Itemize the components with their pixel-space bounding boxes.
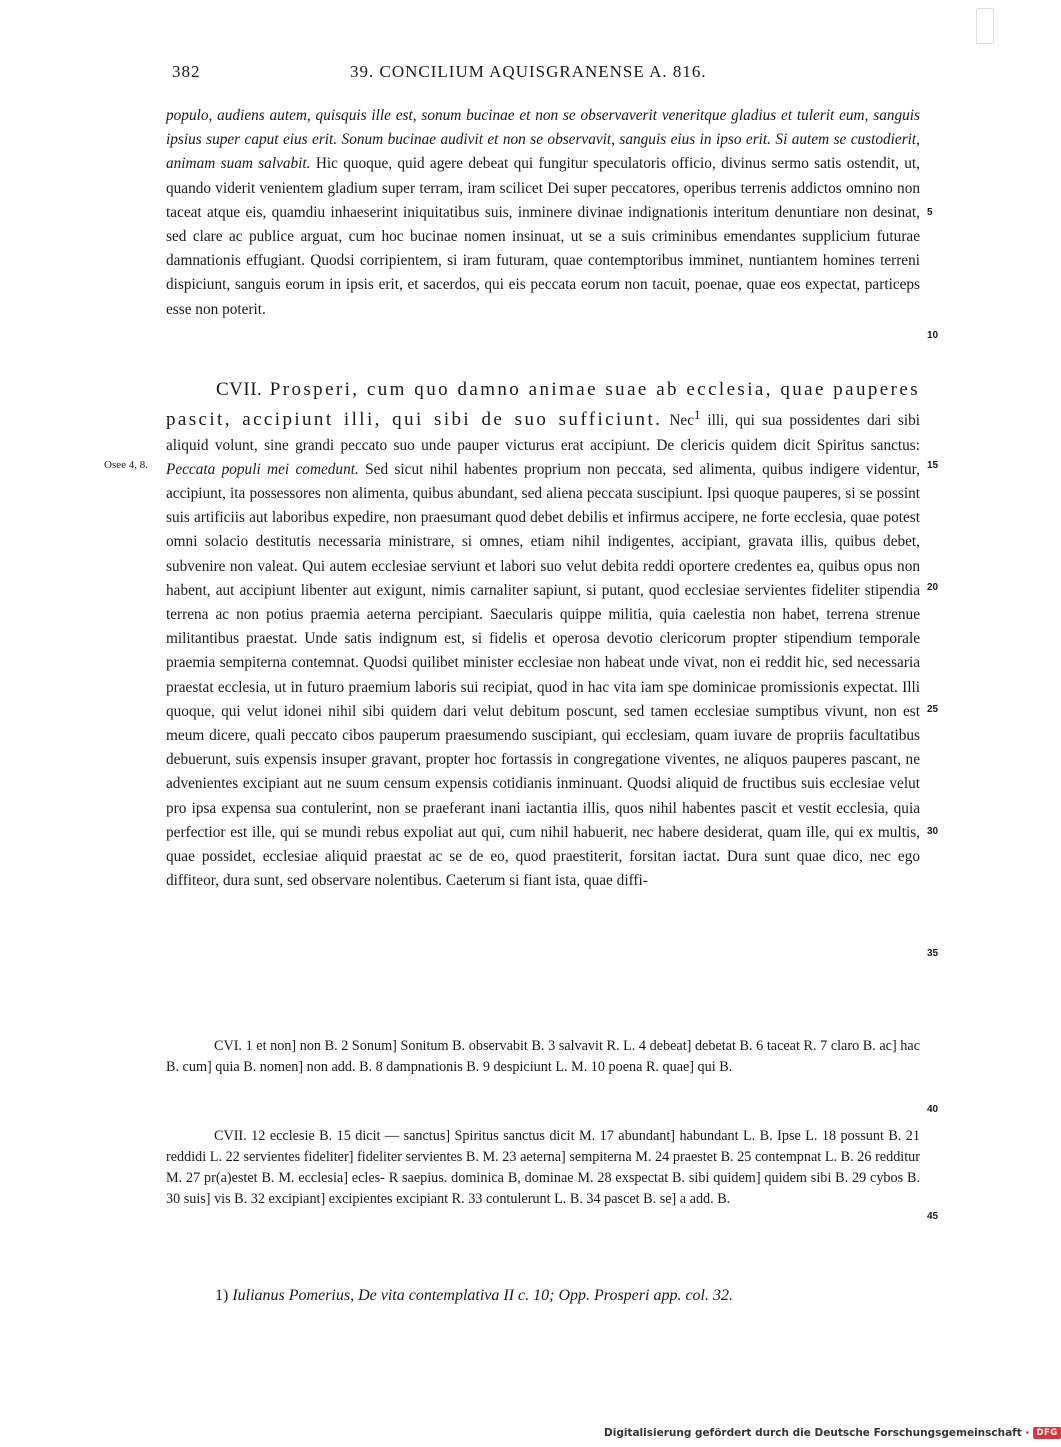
- footnote-number: 1): [215, 1287, 229, 1304]
- apparatus-lead: CVII.: [214, 1128, 247, 1144]
- paragraph-text: illi, qui sua possidentes dari sibi aliquid volunt, sine grandi peccato suo unde pauper victurus erat accipiunt. De clericis quidem dicit Spiritus sanctus:: [166, 412, 920, 454]
- apparatus-cvi: [166, 1036, 920, 1078]
- line-number: 30: [927, 826, 939, 837]
- footnote-marker: 1: [693, 408, 701, 423]
- dfg-credit: [604, 1424, 1061, 1442]
- chapter-numeral: CVII.: [216, 379, 263, 400]
- apparatus-text: 1 et non] non B. 2 Sonum] Sonitum B. observabit B. 3 salvavit R. L. 4 debeat] debetat B. 6 taceat R. 7 claro B. ac] hac B. cum] quia B. nomen] non add. B. 8 dampnationis B. 9 despiciunt L. M. 10 poena R. quae] qui B.: [166, 1038, 920, 1075]
- scripture-quote: populo, audiens autem, quisquis ille est, sonum bucinae et non se observaverit veneritque gladius et tulerit eum, sanguis ipsius super caput eius erit. Sonum bucinae audivit et non se observavit, sanguis eius in ipso erit. Si autem se custodierit, animam suam salvabit.: [166, 107, 920, 173]
- paragraph-text: Hic quoque, quid agere debeat qui fungitur speculatoris officio, divinus sermo satis ostendit, ut, quando viderit venientem gladium super terram, iram scilicet Dei super peccatores, operibus terrenis addictos omnino non taceat atque eis, quamdiu inhaeserint iniquitatibus suis, inminere divinae indignationis interitum denuntiare non desinat, sed clare ac publice arguat, cum hoc bucinae nomen insinuat, ut se a suis criminibus emendantes supplicium futurae damnationis effugiant. Quodsi corripientem, si iram futuram, quae contemptoribus imminet, nuntiantem homines terreni dispiciunt, sanguis eorum in ipsis erit, et sacerdos, qui eis peccata eorum non tacuit, poenae, quae eos expectat, particeps esse non poterit.: [166, 155, 920, 318]
- line-number: 40: [927, 1104, 939, 1115]
- footnote: [215, 1284, 733, 1308]
- scan-corner-mark: [976, 8, 994, 44]
- line-number: 20: [927, 582, 939, 593]
- apparatus-text: 12 ecclesie B. 15 dicit — sanctus] Spiritus sanctus dicit M. 17 abundant] habundant L. B. Ipse L. 18 possunt B. 21 reddidi L. 22 servientes fideliter] fideliter servientes B. M. 23 aeterna] sempiterna M. 24 praestet B. 25 contempnat L. B. 26 redditur M. 27 pr(a)estet B. M. ecclesia] ecles- R saepius. dominica B, dominae M. 28 exspectat B. sibi quidem] quidem sibi B. 29 cybos B. 30 suis] vis B. 32 excipiant] excipientes excipiant R. 33 contulerunt L. B. 34 pascet B. se] a add. B.: [166, 1128, 920, 1207]
- line-number: 25: [927, 704, 939, 715]
- paragraph-cvi-end: [166, 104, 920, 322]
- dfg-credit-text: Digitalisierung gefördert durch die Deutsche Forschungsgemeinschaft ·: [604, 1427, 1030, 1439]
- line-number: 35: [927, 948, 939, 959]
- line-number: 45: [927, 1211, 939, 1222]
- margin-reference: Osee 4, 8.: [104, 459, 148, 471]
- line-number: 10: [927, 330, 939, 341]
- chapter-heading: Prosperi, cum quo damno animae suae ab ecclesia, quae pauperes pascit, accipiunt illi, qui sibi de suo sufficiunt.: [166, 379, 920, 431]
- apparatus-cvii: [166, 1126, 920, 1210]
- paragraph-text: Sed sicut nihil habentes proprium non peccata, sed alimenta, quibus indigere videntur, accipiunt, ita possessores non alimenta, quibus abundant, sed aliena peccata suscipiunt. Ipsi quoque pauperes, si se possint suis artificiis aut laboribus expedire, non praesumant quod debet debilis et infirmus accipere, ne forte ecclesia, quae potest omni solacio destitutis necessaria ministrare, si omnes, etiam nihil indigentes, accipiant, gravata illis, quibus debet, subvenire non valeat. Qui autem ecclesiae serviunt et labori suo velut debita reddi oportere credentes ea, quibus opus non habent, aut accipiunt libenter aut exigunt, nimis carnaliter sapiunt, si putant, quod ecclesiae servientes fideliter stipendia terrena ac non potius praemia aeterna percipiant. Saecularis quippe militia, quia caelestia non habet, terrena strenue militantibus praestat. Unde satis indignum est, si fidelis et operosa devotio clericorum propter stipendium temporale praemia sempiterna contemnat. Quodsi quilibet minister ecclesiae non habeat unde vivat, non ei reddit hic, sed necessaria praestat ecclesia, ut in futuro praemium laboris sui recipiat, quod in hac vita iam spe dominicae promissionis expectat. Illi quoque, qui velut idonei nihil sibi quidem dari velut debitum poscunt, sed tamen ecclesiae sumptibus vivunt, non est meum dicere, quali peccato cibos pauperum praesumendo suscipiant, qui ecclesiam, quam iuvare de propriis facultatibus debuerunt, suis expensis insuper gravant, propter hoc fortassis in congregatione viventes, ne aliquos pauperes pascant, ne advenientes excipiant aut ne suum censum expensis cotidianis inminuant. Quodsi aliquid de fructibus suis ecclesiae velut pro ipsa expensa sua contulerint, non se praeferant inani iactantia illis, quos nihil habentes pascit et vestit ecclesia, quia perfectior est ille, qui se mundi rebus expoliat aut qui, cum nihil habuerit, nec habere desiderat, quam ille, qui ex multis, quae possidet, ecclesiae aliquid praestat ac se de eo, quod praestiterit, forsitan iactat. Dura sunt quae dico, nec ego diffiteor, dura sunt, sed observare nolentibus. Caeterum si fiant ista, quae diffi-: [166, 460, 920, 890]
- line-number: 15: [927, 460, 939, 471]
- scripture-quote: Peccata populi mei comedunt.: [166, 460, 359, 478]
- dfg-logo: DFG: [1033, 1427, 1060, 1439]
- chapter-incipit: Nec: [662, 412, 694, 430]
- footnote-text: Iulianus Pomerius, De vita contemplativa II c. 10; Opp. Prosperi app. col. 32.: [228, 1287, 733, 1304]
- running-title: 39. CONCILIUM AQUISGRANENSE A. 816.: [350, 62, 707, 81]
- line-number: 5: [927, 207, 933, 218]
- chapter-cvii: [166, 378, 920, 893]
- apparatus-lead: CVI.: [214, 1038, 242, 1054]
- page-number: 382: [172, 62, 201, 81]
